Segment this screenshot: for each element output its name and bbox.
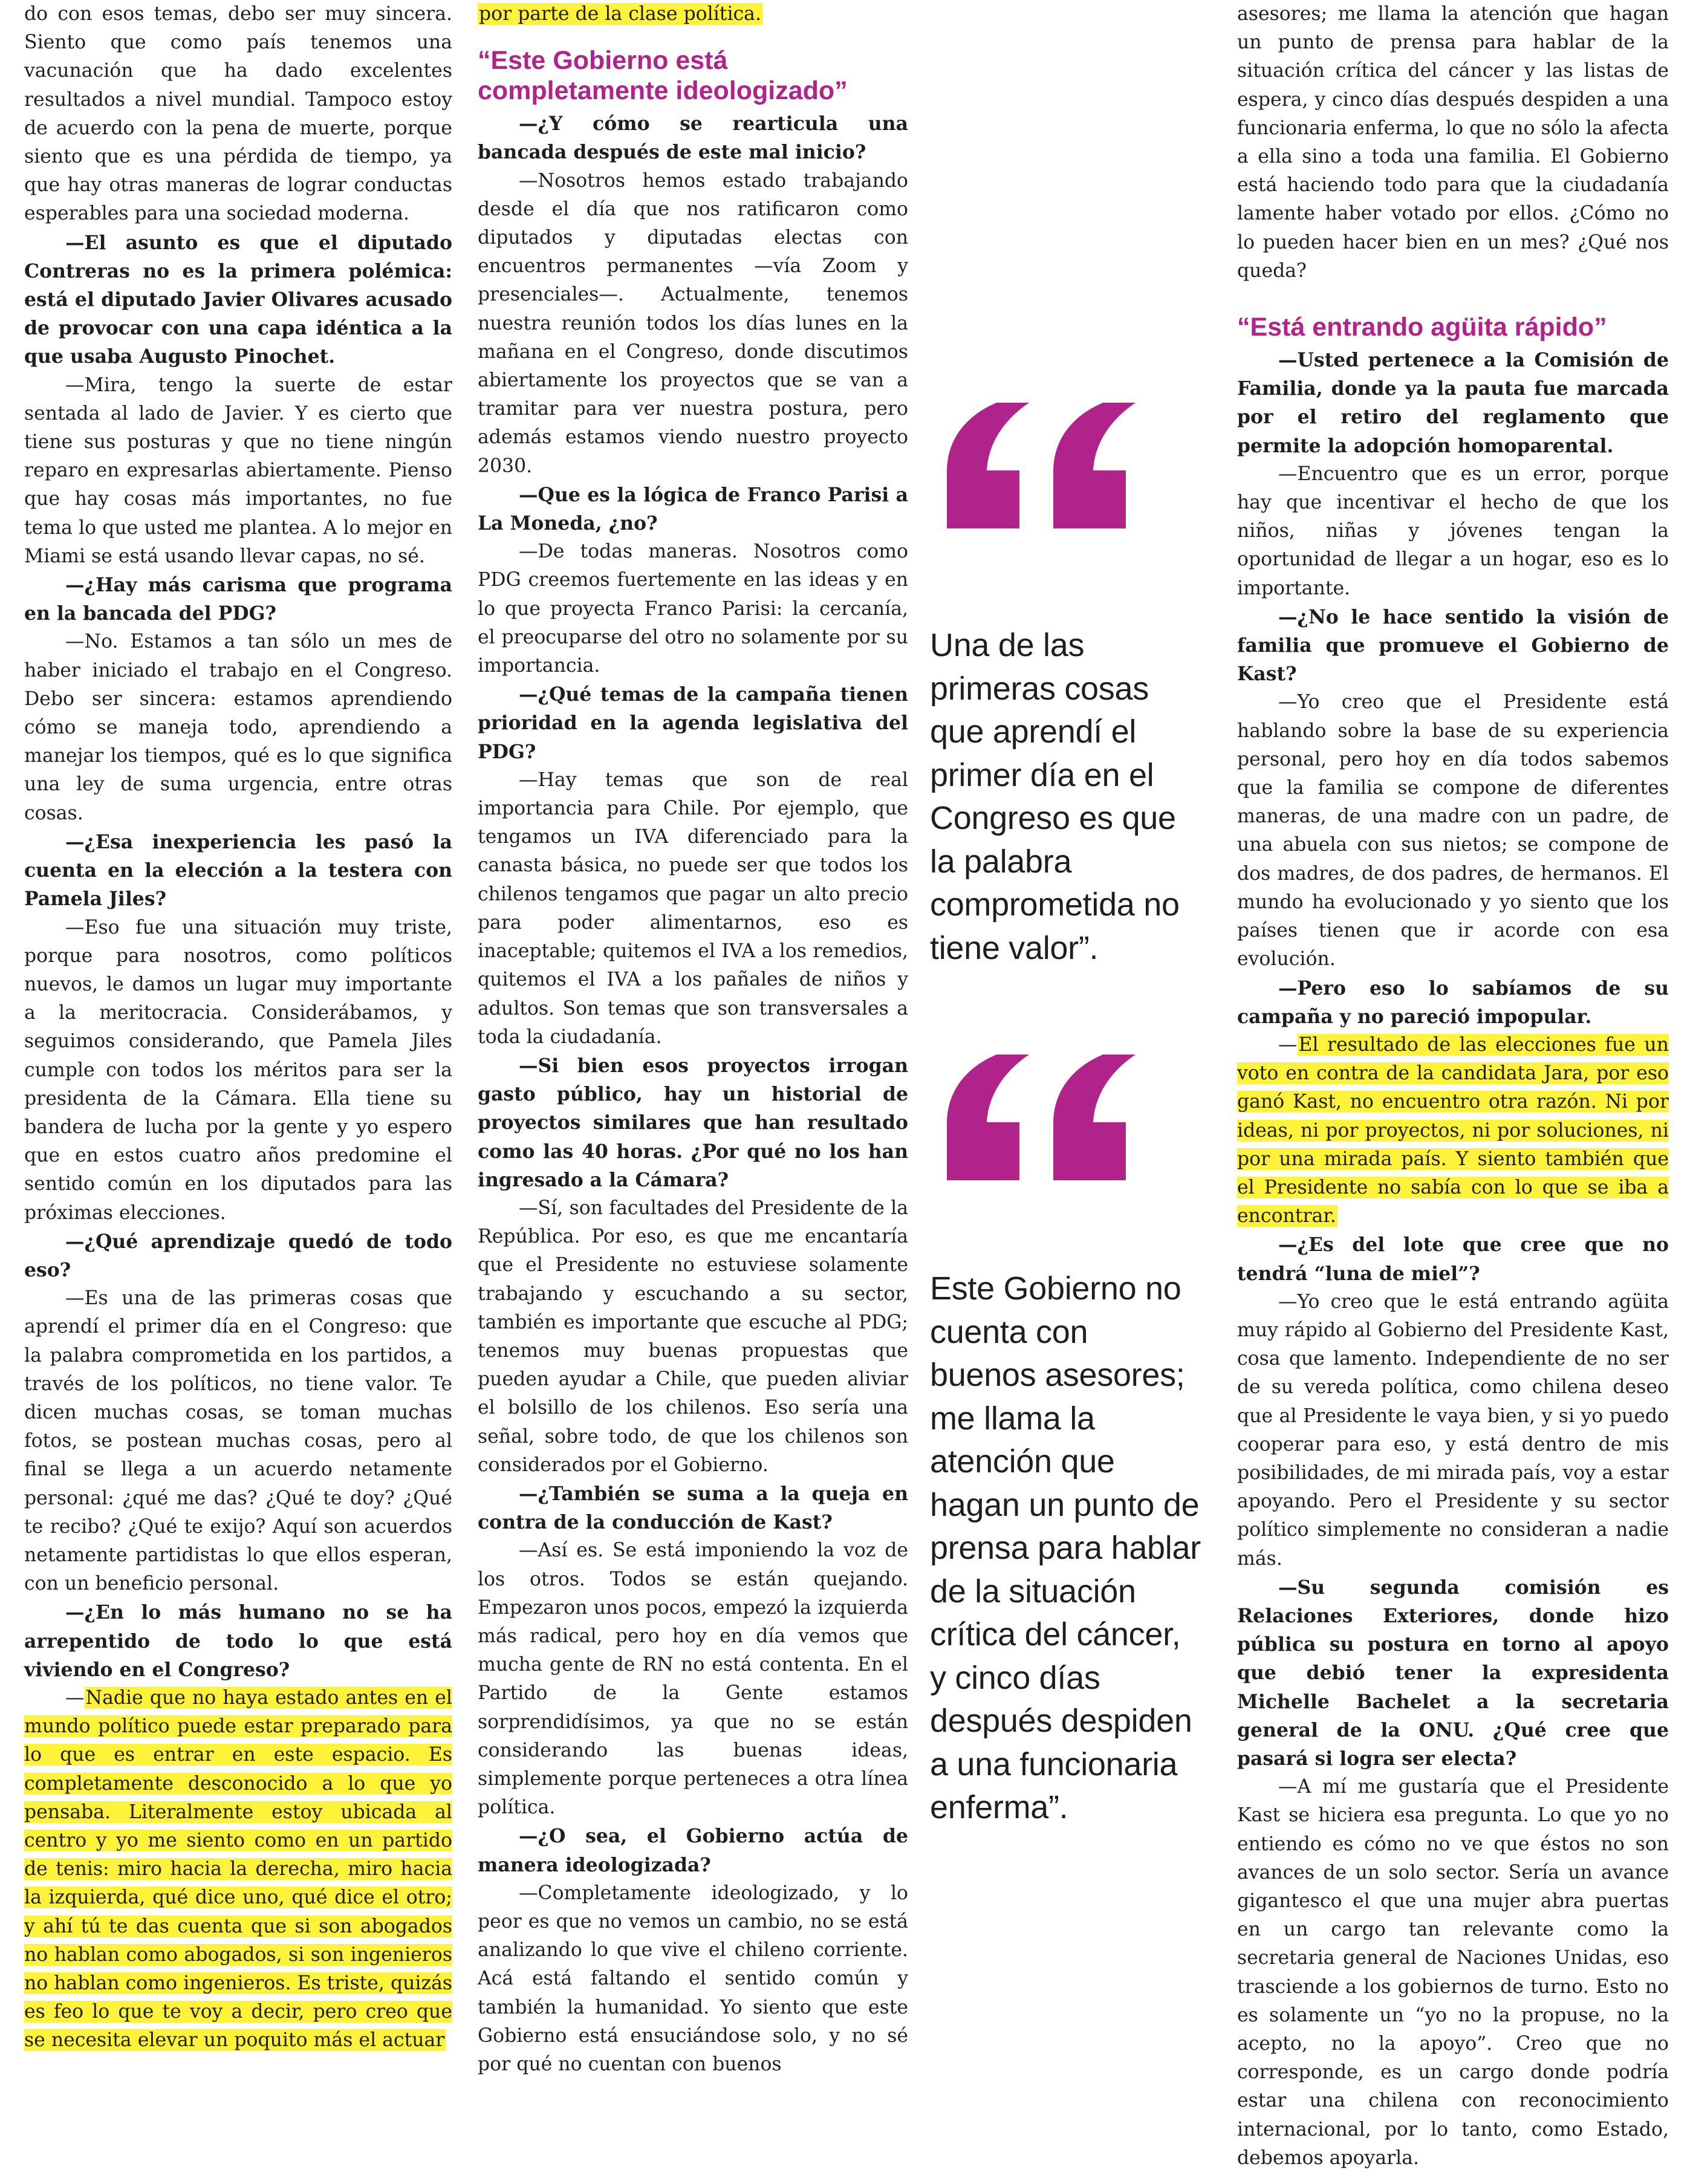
answer-dash: — [1278, 1033, 1298, 1056]
interview-answer-highlighted [24, 1684, 452, 2055]
section-heading: “Este Gobierno está completamente ideologizado” [478, 46, 848, 106]
pullquote-1: Una de las primeras cosas que aprendí el primer día en el Congreso es que la palabra comprometida no tiene valor”. [930, 627, 1180, 966]
interview-answer: —No. Estamos a tan sólo un mes de haber iniciado el trabajo en el Congreso. Debo ser sincera: estamos aprendiendo cómo se maneja todo, aprendiendo a manejar los tiempos, qué es lo que significa una ley de suma urgencia, entre otras cosas. [24, 631, 452, 824]
body-paragraph [478, 0, 908, 28]
interview-answer: —De todas maneras. Nosotros como PDG creemos fuertemente en las ideas y en lo que proyecta Franco Parisi: la cercanía, el preocuparse del otro no solamente por su importancia. [478, 541, 908, 677]
interview-answer: —Mira, tengo la suerte de estar sentada al lado de Javier. Y es cierto que tiene sus posturas y que no tiene ningún reparo en expresarlas abiertamente. Pienso que hay cosas más importantes, no fue tema lo que usted me plantea. A lo mejor en Miami se está usando llevar capas, no sé. [24, 374, 452, 567]
interview-question: —Pero eso lo sabíamos de su campaña y no pareció impopular. [1237, 977, 1669, 1028]
body-paragraph: do con esos temas, debo ser muy sincera. Siento que como país tenemos una vacunación que ha dado excelentes resultados a nivel mundial. Tampoco estoy de acuerdo con la pena de muerte, porque siento que es una pérdida de tiempo, ya que hay otras maneras de lograr conductas esperables para una sociedad moderna. [24, 3, 452, 225]
body-paragraph: asesores; me llama la atención que hagan un punto de prensa para hablar de la situación crítica del cáncer y las listas de espera, y cinco días después despiden a una funcionaria enferma, lo que no sólo la afecta a ella sino a toda una familia. El Gobierno está haciendo todo para que la ciudadanía lamente haber votado por ellos. ¿Cómo no lo pueden hacer bien en un mes? ¿Qué nos queda? [1237, 3, 1669, 282]
interview-question: —¿También se suma a la queja en contra de la conducción de Kast? [478, 1482, 908, 1534]
highlighted-text: por parte de la clase política. [479, 3, 761, 25]
interview-question: —¿Hay más carisma que programa en la bancada del PDG? [24, 574, 452, 625]
interview-answer: —Así es. Se está imponiendo la voz de los otros. Todos se están quejando. Empezaron unos pocos, empezó la izquierda más radical, pero hoy en día vemos que mucha gente de RN no está contenta. En el Partido de la Gente estamos sorprendidísimos, ya que no se están considerando las buenas ideas, simplemente porque perteneces a otra línea política. [478, 1539, 908, 1819]
pullquote-column [930, 0, 1202, 2184]
interview-question: —¿Qué aprendizaje quedó de todo eso? [24, 1230, 452, 1281]
interview-answer: —Completamente ideologizado, y lo peor es que no vemos un cambio, no se está analizando lo que vive el chileno corriente. Acá está faltando el sentido común y también la humanidad. Yo siento que este Gobierno está ensuciándose solo, y no sé por qué no cuentan con buenos [478, 1882, 908, 2076]
interview-answer: —Sí, son facultades del Presidente de la República. Por eso, es que me encantaría que el Presidente no estuviese solamente trabajando y escuchando a su sector, también es importante que escuche al PDG; tenemos muy buenas propuestas que pueden ayudar a Chile, que pueden aliviar el bolsillo de los chilenos. Eso sería una señal, sobre todo, de que los chilenos son considerados por el Gobierno. [478, 1197, 908, 1476]
quote-mark-icon [938, 399, 1138, 532]
answer-dash: — [65, 1686, 85, 1709]
section-heading: “Está entrando agüita rápido” [1237, 313, 1607, 342]
highlighted-text: Nadie que no haya estado antes en el mundo político puede estar preparado para lo que es entrar en este espacio. Es completamente desconocido a lo que yo pensaba. Literalmente estoy ubicada al centro y yo me siento como en un partido de tenis: miro hacia la derecha, miro hacia la izquierda, qué dice uno, qué dice el otro; y ahí tú te das cuenta que si son abogados no hablan como abogados, si son ingenieros no hablan como ingenieros. Es triste, quizás es feo lo que te voy a decir, pero creo que se necesita elevar un poquito más el actuar [24, 1686, 453, 2052]
quote-mark-icon [938, 1051, 1138, 1184]
interview-question: —El asunto es que el diputado Contreras no es la primera polémica: está el diputado Javier Olivares acusado de provocar con una capa idéntica a la que usaba Augusto Pinochet. [24, 231, 452, 368]
interview-question: —¿En lo más humano no se ha arrepentido de todo lo que está viviendo en el Congreso? [24, 1601, 452, 1681]
article-column-1 [24, 0, 452, 2055]
interview-question: —¿O sea, el Gobierno actúa de manera ideologizada? [478, 1825, 908, 1876]
interview-answer: —Eso fue una situación muy triste, porque para nosotros, como políticos nuevos, le damos un lugar muy importante a la meritocracia. Considerábamos, y seguimos considerando, que Pamela Jiles cumple con todos los méritos para ser la presidenta de la Cámara. Ella tiene su bandera de lucha por la gente y yo espero que en estos cuatro años predomine el sentido común en los diputados para las próximas elecciones. [24, 916, 452, 1224]
article-column-2 [478, 0, 908, 2079]
interview-question: —¿No le hace sentido la visión de familia que promueve el Gobierno de Kast? [1237, 605, 1669, 686]
article-column-3 [1237, 0, 1669, 2173]
interview-question: —¿Es del lote que cree que no tendrá “luna de miel”? [1237, 1233, 1669, 1285]
interview-answer: —Yo creo que el Presidente está hablando sobre la base de su experiencia personal, pero hoy en día todos sabemos que la familia se compone de diferentes maneras, de una madre con un padre, de una abuela con sus nietos; se compone de dos madres, de dos padres, de hermanos. El mundo ha evolucionado y yo siento que los países tienen que ir acorde con esa evolución. [1237, 691, 1669, 970]
interview-answer: —Nosotros hemos estado trabajando desde el día que nos ratificaron como diputados y diputadas electas con encuentros permanentes —vía Zoom y presenciales—. Actualmente, tenemos nuestra reunión todos los días lunes en la mañana en el Congreso, donde discutimos abiertamente los proyectos que se van a tramitar para ver nuestra postura, pero además estamos viendo nuestro proyecto 2030. [478, 169, 908, 477]
interview-question: —¿Esa inexperiencia les pasó la cuenta en la elección a la testera con Pamela Jiles? [24, 830, 452, 911]
interview-answer: —Yo creo que le está entrando agüita muy rápido al Gobierno del Presidente Kast, cosa que lamento. Independiente de no ser de su vereda política, como chilena deseo que al Presidente le vaya bien, y si yo puedo cooperar para eso, y está dentro de mis posibilidades, de mi mirada país, voy a estar apoyando. Pero el Presidente y su sector político simplemente no consideran a nadie más. [1237, 1290, 1669, 1570]
interview-answer: —Hay temas que son de real importancia para Chile. Por ejemplo, que tengamos un IVA diferenciado para la canasta básica, no puede ser que todos los chilenos tengamos que pagar un alto precio para poder alimentarnos, eso es inaceptable; quitemos el IVA a los remedios, quitemos el IVA a los pañales de niños y adultos. Son temas que son transversales a toda la ciudadanía. [478, 769, 908, 1048]
interview-answer: —Es una de las primeras cosas que aprendí el primer día en el Congreso: que la palabra comprometida en los partidos, a través de los políticos, no tiene valor. Te dicen muchas cosas, se toman muchas fotos, se postean muchas cosas, pero al final se llega a un acuerdo netamente personal: ¿qué me das? ¿Qué te doy? ¿Qué te recibo? ¿Qué te exijo? Aquí son acuerdos netamente partidistas lo que ellos esperan, con un beneficio personal. [24, 1287, 452, 1595]
interview-answer-highlighted [1237, 1031, 1669, 1230]
interview-question: —Su segunda comisión es Relaciones Exteriores, donde hizo pública su postura en torno al apoyo que debió tener la expresidenta Michelle Bachelet a la secretaria general de la ONU. ¿Qué cree que pasará si logra ser electa? [1237, 1576, 1669, 1770]
pullquote-2: Este Gobierno no cuenta con buenos asesores; me llama la atención que hagan un punto de prensa para hablar de la situación crítica del cáncer, y cinco días después despiden a una funcionaria enferma”. [930, 1270, 1201, 1825]
interview-question: —¿Qué temas de la campaña tienen prioridad en la agenda legislativa del PDG? [478, 683, 908, 763]
interview-question: —Que es la lógica de Franco Parisi a La Moneda, ¿no? [478, 483, 908, 535]
interview-question: —Si bien esos proyectos irrogan gasto público, hay un historial de proyectos similares que han resultado como las 40 horas. ¿Por qué no los han ingresado a la Cámara? [478, 1054, 908, 1191]
interview-answer: —Encuentro que es un error, porque hay que incentivar el hecho de que los niños, niñas y jóvenes tengan la oportunidad de llegar a un hogar, eso es lo importante. [1237, 463, 1669, 599]
highlighted-text: El resultado de las elecciones fue un voto en contra de la candidata Jara, por eso ganó Kast, no encuentro otra razón. Ni por ideas, ni por proyectos, ni por soluciones, ni por una mirada país. Y siento también que el Presidente no sabía con lo que se iba a encontrar. [1237, 1033, 1669, 1227]
interview-question: —Usted pertenece a la Comisión de Familia, donde ya la pauta fue marcada por el retiro del reglamento que permite la adopción homoparental. [1237, 349, 1669, 457]
interview-answer: —A mí me gustaría que el Presidente Kast se hiciera esa pregunta. Lo que yo no entiendo es cómo no ve que éstos no son avances de un solo sector. Sería un avance gigantesco el que una mujer abra puertas en un cargo tan relevante como la secretaria general de Naciones Unidas, eso trasciende a los gobiernos de turno. Esto no es solamente un “yo no la propuse, no la acepto, no la apoyo”. Creo que no corresponde, es un cargo donde podría estar una chilena con reconocimiento internacional, por lo tanto, como Estado, debemos apoyarla. [1237, 1776, 1669, 2169]
interview-question: —¿Y cómo se rearticula una bancada después de este mal inicio? [478, 112, 908, 164]
